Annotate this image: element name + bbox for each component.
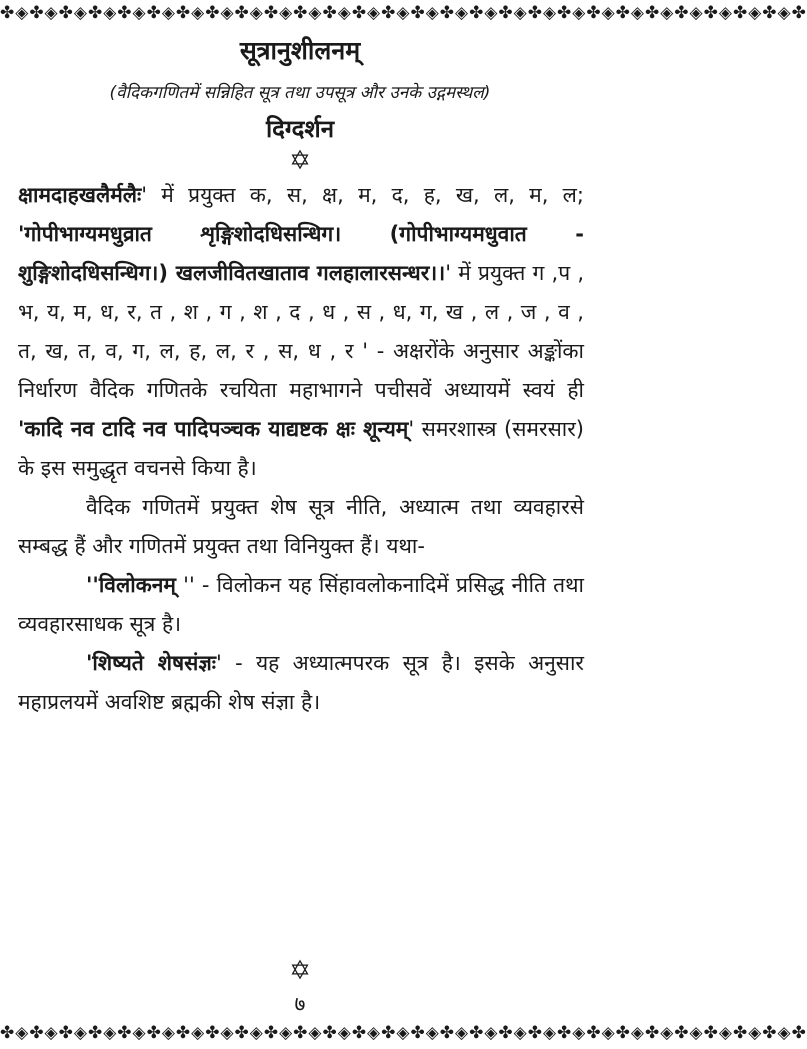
sutra-term: क्षामदाहखलैर्मलैः bbox=[18, 183, 142, 207]
paragraph-1 bbox=[18, 176, 584, 488]
top-ornamental-border: ✤◈✤◈✤◈✤◈✤◈✤◈✤◈✤◈✤◈✤◈✤◈✤◈✤◈✤◈✤◈✤◈✤◈✤◈✤◈✤◈✤◈✤◈✤◈✤◈✤◈✤◈✤◈✤ bbox=[0, 3, 807, 23]
paragraph-4 bbox=[18, 644, 584, 722]
sutra-quote: 'गोपीभाग्यमधुव्रात शृङ्गिशोदधिसन्धिग। (गोपीभाग्यमधुवात - शुङ्गिशोदधिसन्धिग।) खलजीवितखाताव गलहालारसन्धर।। bbox=[18, 222, 584, 285]
star-of-david-icon: ✡ bbox=[289, 146, 311, 176]
sutra-term: 'शिष्यते शेषसंज्ञः bbox=[86, 651, 217, 675]
paragraph-text: '' - विलोकन यह सिंहावलोकनादिमें प्रसिद्ध नीति तथा व्यवहारसाधक सूत्र है। bbox=[18, 573, 584, 636]
paragraph-text: ' में प्रयुक्त ग ,प , भ, य, म, ध, र, त , श , ग , श , द , ध , स , ध, ग, ख , ल , ज , व , त, ख, त, व, ग, ल, ह, ल, र , स, ध , र ' - अक्षरोंके अनुसार अङ्कोंका निर्धारण वैदिक गणितके रचयिता महाभागने पचीसवें अध्यायमें स्वयं ही bbox=[18, 261, 584, 402]
paragraph-text: ' में प्रयुक्त क, स, क्ष, म, द, ह, ख, ल, म, ल; bbox=[141, 183, 584, 207]
bottom-ornamental-border: ✤◈✤◈✤◈✤◈✤◈✤◈✤◈✤◈✤◈✤◈✤◈✤◈✤◈✤◈✤◈✤◈✤◈✤◈✤◈✤◈✤◈✤◈✤◈✤◈✤◈✤◈✤◈✤ bbox=[0, 1023, 807, 1043]
section-heading: दिग्दर्शन bbox=[265, 115, 335, 143]
body-text bbox=[18, 176, 584, 722]
sutra-term: ''विलोकनम् bbox=[86, 573, 176, 597]
paragraph-text: ' - यह अध्यात्मपरक सूत्र है। इसके अनुसार महाप्रलयमें अवशिष्ट ब्रह्मकी शेष संज्ञा है। bbox=[18, 651, 584, 714]
page-title: सूत्रानुशीलनम् bbox=[239, 36, 361, 65]
paragraph-2: वैदिक गणितमें प्रयुक्त शेष सूत्र नीति, अध्यात्म तथा व्यवहारसे सम्बद्ध हैं और गणितमें प्रयुक्त तथा विनियुक्त हैं। यथा- bbox=[18, 495, 584, 558]
star-of-david-icon: ✡ bbox=[289, 956, 311, 986]
page-subtitle: (वैदिकगणितमें सन्निहित सूत्र तथा उपसूत्र और उनके उद्गमस्थल) bbox=[109, 83, 491, 103]
paragraph-3 bbox=[18, 566, 584, 644]
sutra-quote: 'कादि नव टादि नव पादिपञ्चक याद्यष्टक क्षः शून्यम् bbox=[18, 417, 409, 441]
paragraph-text: ' समरशास्त्र (समरसार) के इस समुद्धृत वचनसे किया है। bbox=[18, 417, 584, 480]
page-number: ७ bbox=[294, 992, 306, 1016]
